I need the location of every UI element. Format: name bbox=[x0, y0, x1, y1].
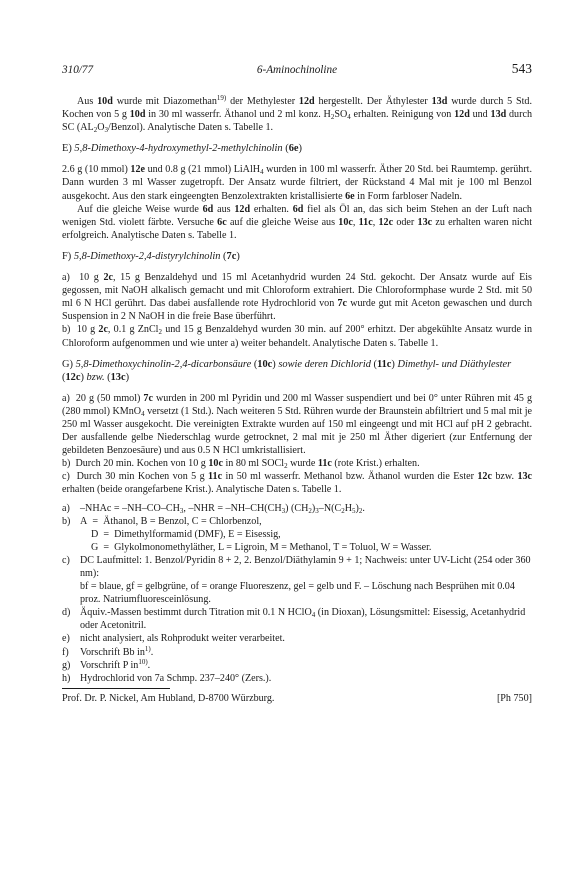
volume-number: 310/77 bbox=[62, 64, 94, 76]
section-heading-g: G) 5,8-Dimethoxychinolin-2,4-dicarbonsäure (10c) sowie deren Dichlorid (11c) Dimethyl- und Diäthylester (12c) bzw. (13c) bbox=[62, 358, 512, 383]
footnote-text: A = Äthanol, B = Benzol, C = Chlorbenzol, bbox=[80, 515, 262, 527]
footnote-text: D = Dimethylformamid (DMF), E = Eisessig, bbox=[91, 528, 281, 540]
paragraph-6d-preparation: Auf die gleiche Weise wurde 6d aus 12d erhalten. 6d fiel als Öl an, das sich beim Stehen an der Luft nach wenigen Std. violett färbte. Versuche 6c auf die gleiche Weise aus 10c, 11c, 12c oder 13c zu erhalten waren nicht erfolgreich. Analytische Daten s. Tabelle 1. bbox=[62, 203, 533, 241]
paragraph-ester-preparation: Aus 10d wurde mit Diazomethan$^{19)}$ der Methylester 12d hergestellt. Der Äthylester 13d wurde durch 5 Std. Kochen von 5 g 10d in 30 ml wasserfr. Äthanol und 2 ml konz. $H_2SO_4$ erhalten. Reinigung von 12d und 13d durch SC $(AL_2O_3/Benzol)$. Analytische Daten s. Tabelle 1. bbox=[62, 94, 533, 135]
page-number: 543 bbox=[511, 61, 532, 76]
footnote-text: –NHAc = $-NH-CO-CH_3$, $-NHR = -NH-CH(CH_3)$ $(CH_2)_3-N(C_2H_5)_2$. bbox=[80, 502, 365, 515]
footnote-label: c) bbox=[62, 554, 70, 566]
footnote-item bbox=[62, 632, 532, 645]
paragraph-g-method-c: c) Durch 30 min Kochen von 5 g 11c in 50 ml wasserfr. Methanol bzw. Äthanol wurden die Ester 12c bzw. 13c erhalten (beide orangefarbene Krist.). Analytische Daten s. Tabelle 1. bbox=[62, 471, 533, 496]
footnote-item bbox=[62, 606, 532, 632]
running-title: 6-Aminochinoline bbox=[256, 64, 338, 76]
section-heading-f: F) 5,8-Dimethoxy-2,4-distyrylchinolin (7c) bbox=[62, 250, 240, 262]
footnote-item bbox=[62, 502, 532, 515]
author-address: Prof. Dr. P. Nickel, Am Hubland, D-8700 Würzburg. bbox=[62, 692, 275, 704]
footnote-text: Vorschrift Bb $in^{1)}$. bbox=[80, 644, 154, 658]
footnote-label: g) bbox=[62, 659, 71, 671]
article-body bbox=[62, 95, 532, 705]
footnote-text: DC Laufmittel: 1. Benzol/Pyridin 8 + 2, 2. Benzol/Diäthylamin 9 + 1; Nachweis: unter UV-Licht (254 oder 360 nm): bbox=[80, 554, 531, 579]
footnote-item bbox=[62, 646, 532, 659]
footnote-label: e) bbox=[62, 633, 70, 645]
manuscript-reference: [Ph 750] bbox=[496, 692, 532, 704]
footnote-label: f) bbox=[62, 646, 69, 658]
footnote-item bbox=[62, 672, 532, 685]
footnote-item bbox=[62, 554, 532, 606]
running-header bbox=[62, 61, 532, 82]
footnote-label: d) bbox=[62, 607, 71, 619]
footnote-label: b) bbox=[62, 515, 71, 527]
footnote-item bbox=[62, 659, 532, 672]
table-footnotes bbox=[62, 502, 532, 685]
footnote-text: Hydrochlorid von 7a Schmp. 237–240° (Zers.). bbox=[80, 672, 272, 684]
footnote-item bbox=[62, 515, 532, 554]
footnote-label: h) bbox=[62, 672, 71, 684]
paragraph-g-method-a: a) 20 g (50 mmol) 7c wurden in 200 ml Pyridin und 200 ml Wasser suspendiert und bei 0° unter Rühren mit 45 g (280 mmol) KMnO$_4$ versetzt (1 Std.). Nach weiteren 5 Std. Rühren wurde der Braunstein abfiltriert und 5 mal mit je 250 ml Wasser ausgekocht. Die vereinigten Extrakte wurden auf 150 ml eingeengt und mit HCl auf pH 2 gebracht. Der ausfallende gelbe Niederschlag wurde getrocknet, 2 mal mit je 250 ml Äther digeriert (zur Entfernung der gebildeten Benzoesäure) und aus 0.5 N HCl umkristallisiert. bbox=[62, 392, 532, 457]
paragraph-g-method-b: b) Durch 20 min. Kochen von 10 g 10c in 80 ml SOCl$_2$ wurde 11c (rote Krist.) erhalten. bbox=[62, 458, 420, 471]
footnote-text: Äquiv.-Massen bestimmt durch Titration mit 0.1 N HClO$_4$ (in Dioxan), Lösungsmittel: Eisessig, Acetanhydrid oder Acetonitril. bbox=[80, 607, 526, 632]
author-address-line bbox=[62, 692, 532, 705]
paragraph-f-method-a: a) 10 g 2c, 15 g Benzaldehyd und 15 ml Acetanhydrid wurden 24 Std. gekocht. Der Ansatz wurde auf Eis gegossen, mit NaOH alkalisch gemacht und mit Chloroform extrahiert. Die Chloroformphase wurde 2 Std. mit 50 ml 6 N HCl gerührt. Das dabei ausfallende rote Hydrochlorid von 7c wurde gut mit Aceton gewaschen und durch Suspension in 2 N NaOH in die freie Base überführt. bbox=[62, 272, 532, 323]
footnote-text: Vorschrift P $in^{10)}$. bbox=[80, 657, 151, 671]
paragraph-lialh4-reduction: 2.6 g (10 mmol) 12e und 0.8 g (21 mmol) LiAlH$_4$ wurden in 100 ml wasserfr. Äther 20 Std. bei Raumtemp. gerührt. Dann wurden 3 ml Wasser zugetropft. Der Ansatz wurde filtriert, der Rückstand 4 Mal mit je 100 ml Benzol ausgekocht. Aus den stark eingeengten Benzolextrakten kristallisierte 6e in Form farbloser Nadeln. bbox=[62, 164, 533, 202]
footnote-label: a) bbox=[62, 502, 70, 514]
footnote-text: G = Glykolmonomethyläther, L = Ligroin, M = Methanol, T = Toluol, W = Wasser. bbox=[91, 541, 432, 553]
footnote-text: nicht analysiert, als Rohprodukt weiter verarbeitet. bbox=[80, 633, 285, 645]
footnote-divider bbox=[62, 688, 170, 689]
paragraph-f-method-b: b) 10 g 2c, 0.1 g ZnCl$_2$ und 15 g Benzaldehyd wurden 30 min. auf 200° erhitzt. Der abgekühlte Ansatz wurde in Chloroform aufgenommen und wie unter a) weiter behandelt. Analytische Daten s. Tabelle 1. bbox=[62, 324, 532, 349]
section-heading-e: E) 5,8-Dimethoxy-4-hydroxymethyl-2-methylchinolin (6e) bbox=[62, 143, 302, 155]
footnote-text: bf = blaue, gf = gelbgrüne, of = orange Fluoreszenz, gel = gelb und F. – Löschung nach Besprühen mit 0.04 proz. Natriumfluoresceinlösung. bbox=[80, 581, 515, 606]
